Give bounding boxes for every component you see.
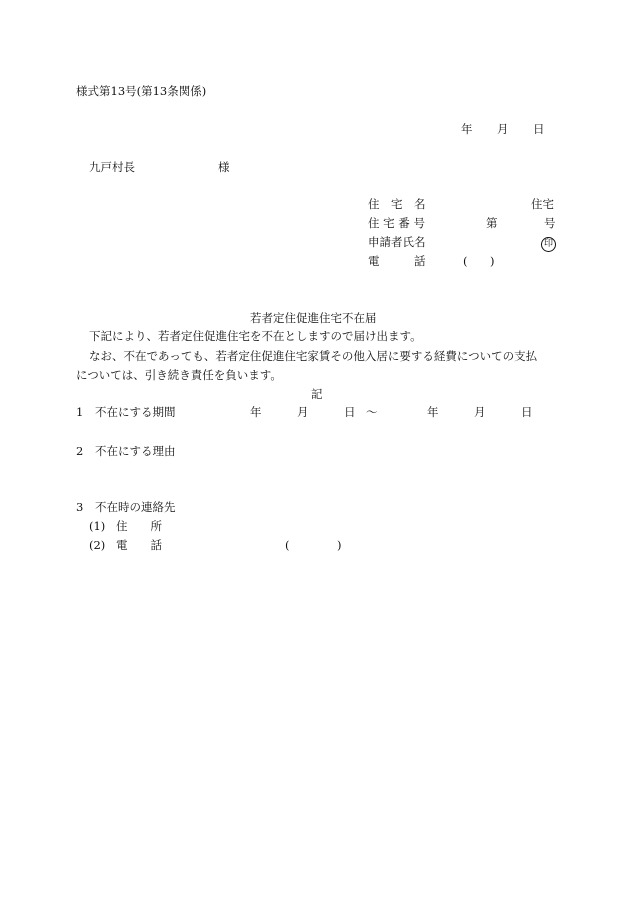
period-tilde: ～ — [366, 405, 378, 419]
addressee-name: 九戸村長 — [89, 160, 135, 174]
applicant-name-label: 申請者氏名 — [368, 235, 426, 249]
form-label: 様式第13号(第13条関係) — [76, 84, 207, 98]
item-1-number: 1 — [76, 405, 84, 419]
item-3-number: 3 — [76, 500, 84, 514]
seal-icon: 印 — [541, 237, 556, 252]
phone-label: 電 話 — [368, 254, 426, 268]
to-day: 日 — [521, 405, 533, 419]
from-day: 日 — [344, 405, 356, 419]
item-3-label: 不在時の連絡先 — [95, 500, 176, 514]
to-month: 月 — [474, 405, 486, 419]
housing-number-suffix: 号 — [544, 216, 556, 230]
item-2-number: 2 — [76, 444, 84, 458]
item-2-label: 不在にする理由 — [95, 444, 176, 458]
housing-name-suffix: 住宅 — [531, 197, 554, 211]
item-1-label: 不在にする期間 — [95, 405, 176, 419]
from-year: 年 — [250, 405, 262, 419]
body-line-2: なお、不在であっても、若者定住促進住宅家賃その他入居に要する経費についての支払 — [89, 349, 538, 363]
contact-phone-no: (2) — [89, 538, 106, 552]
contact-paren-close: ) — [337, 538, 342, 552]
housing-number-prefix: 第 — [486, 216, 498, 230]
body-line-3: については、引き続き責任を負います。 — [76, 368, 282, 382]
phone-paren-open: ( — [463, 254, 468, 268]
ki-label: 記 — [311, 387, 323, 401]
body-line-1: 下記により、若者定住促進住宅を不在としますので届け出ます。 — [89, 329, 422, 343]
document-title: 若者定住促進住宅不在届 — [250, 311, 377, 325]
to-year: 年 — [427, 405, 439, 419]
addressee-honorific: 様 — [218, 160, 230, 174]
contact-phone-label: 電 話 — [116, 538, 162, 552]
date-day: 日 — [533, 122, 545, 136]
date-month: 月 — [497, 122, 509, 136]
housing-name-label: 住 宅 名 — [368, 197, 426, 211]
housing-number-label: 住 宅 番 号 — [368, 216, 425, 230]
contact-address-label: 住 所 — [116, 519, 162, 533]
from-month: 月 — [297, 405, 309, 419]
date-year: 年 — [461, 122, 473, 136]
contact-address-no: (1) — [89, 519, 106, 533]
contact-paren-open: ( — [285, 538, 290, 552]
phone-paren-close: ) — [490, 254, 495, 268]
